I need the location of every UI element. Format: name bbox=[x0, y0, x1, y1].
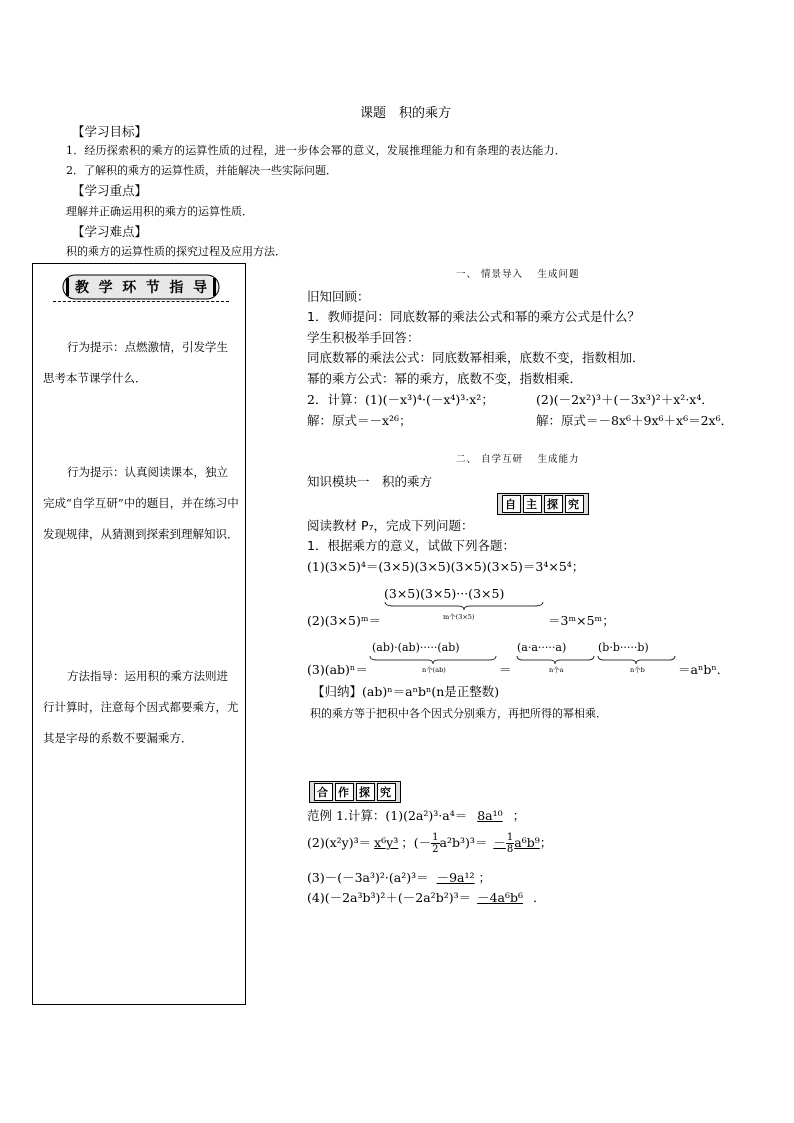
summary-formula: 【归纳】(ab)ⁿ＝aⁿbⁿ(n是正整数) bbox=[312, 684, 500, 699]
brace-3a bbox=[369, 655, 499, 665]
expansion-3-right: ＝aⁿbⁿ． bbox=[678, 662, 730, 677]
banner-char: 学 bbox=[98, 280, 113, 296]
difficulty-heading: 【学习难点】 bbox=[72, 224, 148, 239]
expansion-3-eq: ＝ bbox=[499, 662, 512, 677]
objective-item-1: 1．经历探索积的乘方的运算性质的过程，进一步体会幂的意义，发展推理能力和有条理的表达能力． bbox=[66, 144, 566, 157]
calc-problem-2: (2)(－2x²)³＋(－3x³)²＋x²·x⁴． bbox=[536, 392, 714, 407]
example-2b-answer: a⁶b⁹ bbox=[514, 835, 540, 850]
expansion-3-over-1: (ab)·(ab)·····(ab) bbox=[372, 641, 460, 654]
example-4-period: ． bbox=[533, 890, 546, 905]
summary-text: 积的乘方等于把积中各个因式分别乘方，再把所得的幂相乘． bbox=[310, 707, 607, 720]
fraction-denominator: 2 bbox=[432, 844, 439, 855]
expansion-2-under: m个(3×5) bbox=[443, 613, 475, 621]
brace-3c bbox=[597, 655, 677, 665]
teacher-question: 1．教师提问：同底数幂的乘法公式和幂的乘方公式是什么？ bbox=[307, 309, 640, 324]
calc-solution-1: 解：原式＝－x²⁶； bbox=[307, 413, 412, 428]
key-point-text: 理解并正确运用积的乘方的运算性质． bbox=[66, 205, 253, 218]
rule-power-of-power: 幂的乘方公式：幂的乘方，底数不变，指数相乘． bbox=[307, 371, 583, 386]
expansion-3-under-3: n个b bbox=[630, 666, 645, 674]
example-1-answer: 8a¹⁰ bbox=[477, 808, 503, 823]
page-title: 课题 积的乘方 bbox=[360, 106, 452, 121]
section-2-heading: 二、 自学互研 生成能力 bbox=[456, 454, 580, 465]
example-1 bbox=[307, 806, 525, 824]
fraction-denominator: 8 bbox=[506, 844, 514, 855]
example-2b-mid: a²b³)³＝ bbox=[439, 835, 488, 850]
badge-cooperative bbox=[309, 781, 401, 803]
answer-intro: 学生积极举手回答： bbox=[307, 330, 420, 345]
guide-tip-3: 方法指导：运用积的乘方法则进行计算时，注意每个因式都要乘方，尤其是字母的系数不要漏乘方． bbox=[43, 669, 239, 745]
expansion-3-over-3: (b·b·····b) bbox=[598, 641, 649, 654]
expansion-3-over-2: (a·a·····a) bbox=[517, 641, 567, 654]
banner-char: 环 bbox=[122, 280, 137, 296]
example-1-label: 范例 1.计算：(1)(2a²)³·a⁴＝ bbox=[307, 808, 468, 823]
key-point-heading: 【学习重点】 bbox=[72, 183, 148, 198]
section-1-heading: 一、 情景导入 生成问题 bbox=[456, 269, 580, 280]
objective-item-2: 2．了解积的乘方的运算性质，并能解决一些实际问题． bbox=[66, 164, 337, 177]
badge-char: 自 bbox=[502, 495, 521, 513]
badge-char: 主 bbox=[523, 495, 542, 513]
example-2-answer: x⁶y³ bbox=[374, 835, 399, 850]
expansion-1: (1)(3×5)⁴＝(3×5)(3×5)(3×5)(3×5)＝3⁴×5⁴； bbox=[307, 559, 585, 574]
example-2-semicolon: ； bbox=[539, 835, 553, 850]
banner-char: 节 bbox=[145, 280, 160, 296]
calc-problem-1: 2．计算：(1)(－x³)⁴·(－x⁴)³·x²； bbox=[307, 392, 494, 407]
badge-char: 探 bbox=[356, 783, 375, 801]
example-2b-neg: － bbox=[493, 835, 506, 850]
brace-3b bbox=[516, 655, 596, 665]
expansion-2-over: (3×5)(3×5)···(3×5) bbox=[384, 586, 505, 601]
example-1-semicolon: ； bbox=[512, 808, 526, 823]
example-4-answer: －4a⁶b⁶ bbox=[477, 890, 524, 905]
example-3 bbox=[307, 868, 491, 886]
difficulty-text: 积的乘方的运算性质的探究过程及应用方法． bbox=[66, 245, 286, 258]
rule-same-base: 同底数幂的乘法公式：同底数幂相乘，底数不变，指数相加． bbox=[307, 350, 645, 365]
brace-2 bbox=[384, 601, 544, 611]
fraction-numerator: 1 bbox=[506, 832, 514, 843]
example-3-left: (3)－(－3a³)²·(a²)³＝ bbox=[307, 870, 429, 885]
badge-char: 究 bbox=[565, 495, 584, 513]
guide-tip-1: 行为提示：点燃激情，引发学生思考本节课学什么． bbox=[43, 340, 228, 385]
task-instruction: 1．根据乘方的意义，试做下列各题： bbox=[307, 538, 515, 553]
calc-solution-2: 解：原式＝－8x⁶＋9x⁶＋x⁶＝2x⁶． bbox=[536, 413, 734, 428]
example-4 bbox=[307, 888, 546, 906]
review-label: 旧知回顾： bbox=[307, 289, 370, 304]
expansion-2-left: (2)(3×5)ᵐ＝ bbox=[307, 613, 382, 628]
example-2-mid: ；(－ bbox=[401, 835, 432, 850]
expansion-3-under-2: n个a bbox=[549, 666, 564, 674]
fraction-one-eighth bbox=[506, 832, 514, 855]
example-2 bbox=[307, 832, 552, 855]
example-3-semicolon: ； bbox=[478, 870, 492, 885]
teaching-guide-box bbox=[32, 263, 246, 1005]
badge-char: 作 bbox=[335, 783, 354, 801]
badge-char: 合 bbox=[314, 783, 333, 801]
banner-dashed-divider bbox=[53, 301, 229, 302]
banner-char: 教 bbox=[75, 280, 89, 296]
expansion-3-left: (3)(ab)ⁿ＝ bbox=[307, 662, 368, 677]
read-instruction: 阅读教材 P₇，完成下列问题： bbox=[307, 518, 474, 533]
example-3-answer: －9a¹² bbox=[436, 870, 475, 885]
badge-char: 究 bbox=[377, 783, 396, 801]
badge-char: 探 bbox=[544, 495, 563, 513]
objectives-heading: 【学习目标】 bbox=[72, 124, 148, 139]
expansion-3-under-1: n个(ab) bbox=[422, 666, 446, 674]
fraction-numerator: 1 bbox=[432, 832, 439, 843]
fraction-one-half bbox=[431, 832, 439, 855]
knowledge-module: 知识模块一 积的乘方 bbox=[307, 474, 433, 489]
guide-banner bbox=[61, 272, 221, 302]
example-4-left: (4)(－2a³b³)²＋(－2a²b²)³＝ bbox=[307, 890, 472, 905]
guide-tip-2: 行为提示：认真阅读课本，独立完成“自学互研”中的题目，并在练习中发现规律，从猜测到探索到理解知识． bbox=[43, 465, 239, 541]
badge-self-study bbox=[497, 493, 589, 515]
expansion-2-right: ＝3ᵐ×5ᵐ； bbox=[548, 613, 615, 628]
banner-char: 指 bbox=[169, 280, 184, 296]
example-2-left: (2)(x²y)³＝ bbox=[307, 835, 372, 850]
banner-char: 导 bbox=[192, 280, 207, 296]
